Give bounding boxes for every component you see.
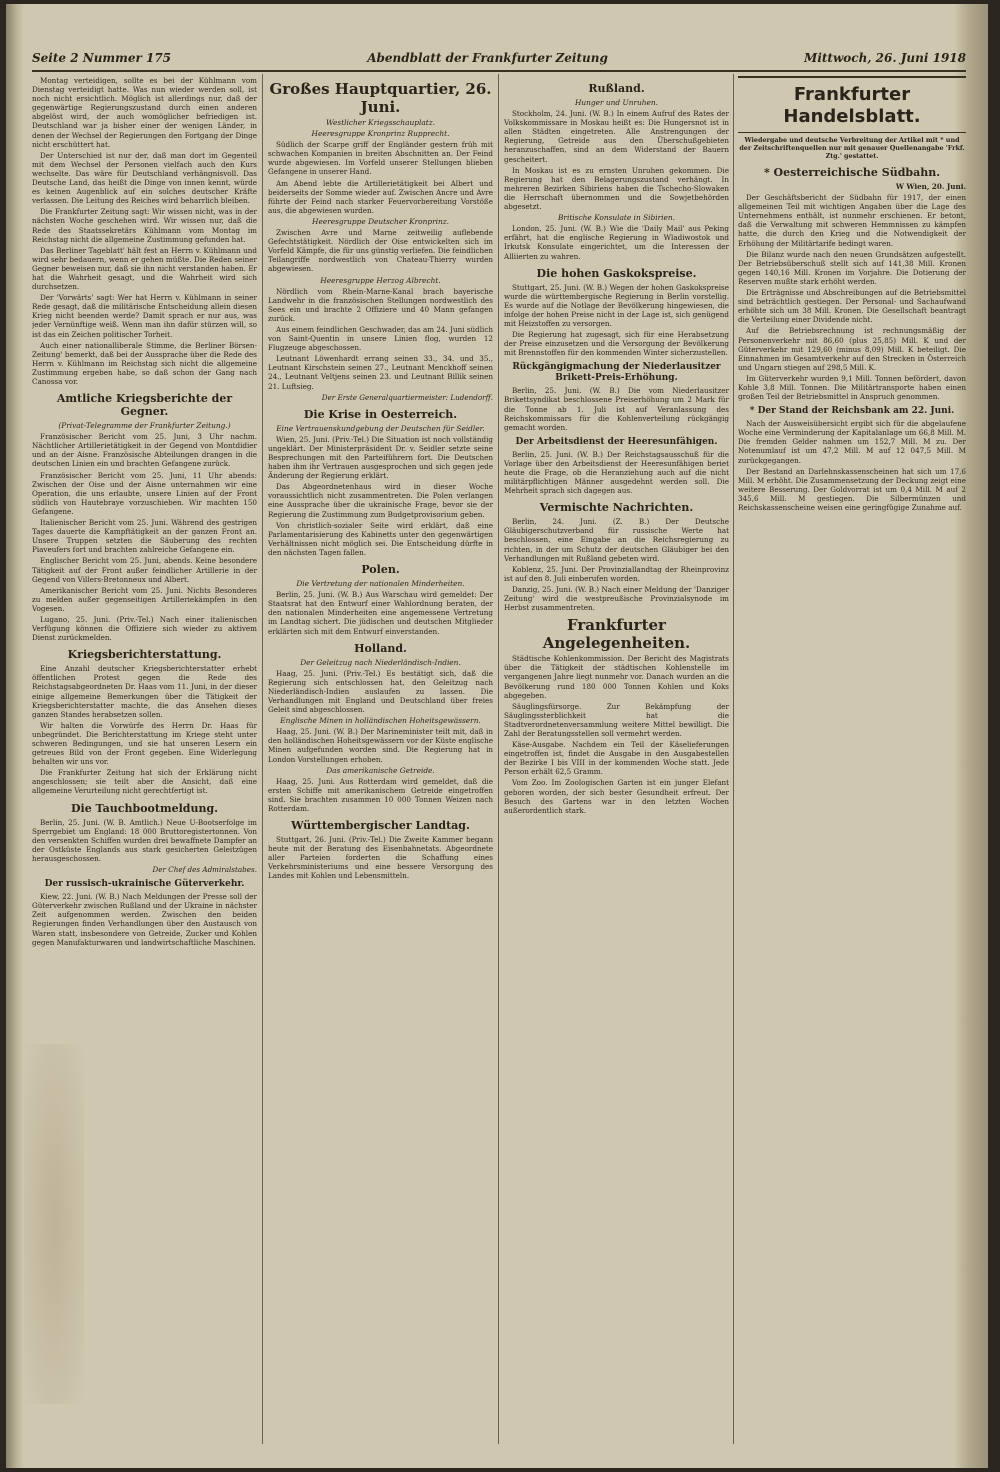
article-paragraph: Berlin, 25. Juni. (W. B. Amtlich.) Neue U-Bootserfolge im Sperrgebiet um England: 18 000 Bruttoregistertonnen. Von den versenkten Schiffen wurden drei bewaffnete Dampfer an der Ostküste Englands aus stark gesicherten Geleitzügen herausgeschossen. xyxy=(32,817,257,863)
article-paragraph: Auf die Betriebsrechnung ist rechnungsmäßig der Personenverkehr mit 86,60 (plus 25,85) Mill. K und der Güterverkehr mit 129,60 (minus 8,09) Mill. K beteiligt. Die Einnahmen im Gesamtverkehr auf den Strecken in Österreich und Ungarn stiegen auf 298,5 Mill. K. xyxy=(738,326,966,372)
heading-tauchboot: Die Tauchbootmeldung. xyxy=(71,801,218,815)
subheading-hunger: Hunger und Unruhen. xyxy=(574,98,659,107)
paragraph-group xyxy=(268,287,493,391)
article-paragraph: Haag, 25. Juni. Aus Rotterdam wird gemeldet, daß die ersten Schiffe mit amerikanischem Getreide eingetroffen sind. Sie brachten zusammen 10 000 Tonnen Weizen nach Rotterdam. xyxy=(268,776,493,813)
subheading-holland: Der Geleitzug nach Niederländisch-Indien. xyxy=(300,657,461,667)
article-paragraph: Nördlich vom Rhein-Marne-Kanal brach bayerische Landwehr in die französischen Stellungen nordwestlich des Sees ein und brachte 2 Offiziere und 40 Mann gefangen zurück. xyxy=(268,286,493,323)
article-paragraph: Wien, 25. Juni. (Priv.-Tel.) Die Situation ist noch vollständig ungeklärt. Der Ministerpräsident Dr. v. Seidler setzte seine Besprechungen mit den Parteiführern fort. Die Deutschen haben ihm ihr Vertrauen ausgesprochen und sich gegen jede Änderung der Regierung erklärt. xyxy=(268,434,493,481)
article-paragraph: Amerikanischer Bericht vom 25. Juni. Nichts Besonderes zu melden außer gegenseitigen Artilleriekämpfen in den Vogesen. xyxy=(32,585,257,613)
article-paragraph: Leutnant Löwenhardt errang seinen 33., 34. und 35., Leutnant Kirschstein seinen 27., Leutnant Menckhoff seinen 24., Leutnant Veltjens seinen 23. und Leutnant Billik seinen 21. Luftsieg. xyxy=(268,354,493,391)
article-paragraph: Im Güterverkehr wurden 9,1 Mill. Tonnen befördert, davon Kohle 3,8 Mill. Tonnen. Die Militärtransporte haben einen großen Teil der Betriebsmittel in Anspruch genommen. xyxy=(738,373,966,402)
article-paragraph: Das Berliner Tageblatt' hält fest an Herrn v. Kühlmann und wird sehr bedauern, wenn er gehen müßte. Die Reden seiner Gegner beweisen nur, daß sie ihn nicht verstanden haben. Er hat die Wahrheit gesagt, und die Wahrheit wird sich durchsetzen. xyxy=(32,245,257,292)
paragraph-group xyxy=(504,450,729,495)
paragraph-group xyxy=(268,140,493,215)
paragraph-group xyxy=(268,727,493,763)
handelsblatt-notice: Wiedergabe und deutsche Verbreitung der Artikel mit * und der Zeitschriftenquellen nur mit genauer Quellenangabe 'Frkf. Ztg.' gestattet. xyxy=(739,136,965,160)
heading-reichsbank: * Der Stand der Reichsbank am 22. Juni. xyxy=(749,406,955,417)
paragraph-group xyxy=(268,590,493,635)
article-paragraph: Kiew, 22. Juni. (W. B.) Nach Meldungen der Presse soll der Güterverkehr zwischen Rußland und der Ukraine in nächster Zeit aufgenommen werden. Zwischen den beiden Regierungen finden Verhandlungen über den Austausch von Waren statt, insbesondere von Getreide, Zucker und Kohlen gegen Manufakturwaren und landwirtschaftliche Maschinen. xyxy=(32,892,257,947)
subheading-rupprecht: Heeresgruppe Kronprinz Rupprecht. xyxy=(311,129,450,139)
subheading-polen: Die Vertretung der nationalen Minderheiten. xyxy=(296,579,465,589)
page-edge-left xyxy=(6,4,24,1468)
article-paragraph: Berlin, 25. Juni. (W. B.) Aus Warschau wird gemeldet: Der Staatsrat hat den Entwurf einer Wahlordnung beraten, der den nationalen Minderheiten eine angemessene Vertretung im Landtag sichert. Die jüdischen und deutschen Mitglieder erklärten sich mit dem Entwurf einverstanden. xyxy=(268,590,493,636)
running-header xyxy=(32,48,966,68)
article-paragraph: Zwischen Avre und Marne zeitweilig auflebende Gefechtstätigkeit. Nördlich der Oise entwickelten sich im Vorfeld Kämpfe, die für uns günstig verliefen. Die feindlichen Teilangriffe nordwestlich von Chateau-Thierry wurden abgewiesen. xyxy=(268,228,493,274)
heading-gaskoks: Die hohen Gaskokspreise. xyxy=(536,266,697,280)
paragraph-group xyxy=(504,386,729,431)
paragraph-group xyxy=(738,419,966,512)
article-paragraph: Haag, 25. Juni. (Priv.-Tel.) Es bestätigt sich, daß die Regierung sich entschlossen hat, den Geleitzug nach Niederländisch-Indien auslaufen zu lassen. Die Verhandlungen mit England und Deutschland über freies Geleit sind abgeschlossen. xyxy=(268,668,493,715)
article-paragraph: Berlin, 25. Juni. (W. B.) Die vom Niederlausitzer Brikettsyndikat beschlossene Preiserhöhung um 2 Mark für die Tonne ab 1. Juli ist auf Veranlassung des Reichskommissars für die Kohlenverteilung rückgängig gemacht worden. xyxy=(504,386,729,432)
article-paragraph: Danzig, 25. Juni. (W. B.) Nach einer Meldung der 'Danziger Zeitung' wird die westpreußische Provinzialsynode im Herbst zusammentreten. xyxy=(504,584,729,613)
heading-gueterverkehr: Der russisch-ukrainische Güterverkehr. xyxy=(44,879,245,890)
article-paragraph: Von christlich-sozialer Seite wird erklärt, daß eine Parlamentarisierung des Kabinetts unter den gegenwärtigen Verhältnissen nicht möglich sei. Die Entscheidung dürfte in den nächsten Tagen fallen. xyxy=(268,520,493,557)
article-paragraph: Die Frankfurter Zeitung hat sich der Erklärung nicht angeschlossen; sie teilt aber die Ansicht, daß eine allgemeine Verurteilung nicht gerechtfertigt ist. xyxy=(32,768,257,796)
paragraph-group xyxy=(504,654,729,815)
article-paragraph: Der Unterschied ist nur der, daß man dort im Gegenteil mit dem Wechsel der Personen vielfach auch den Kurs wechselte. Das wäre für Deutschland verhängnisvoll. Das Deutsche Land, das heißt die Dinge von innen kennt, würde es keinen Augenblick auf ein solches deutscher Kräfte verlassen. Die Leitung des Reiches wird beharrlich bleiben. xyxy=(32,150,257,206)
handelsblatt-title: Frankfurter Handelsblatt. xyxy=(738,76,966,133)
column-2 xyxy=(268,76,493,1436)
article-paragraph: Aus einem feindlichen Geschwader, das am 24. Juni südlich von Saint-Quentin in unsere Linien flog, wurden 12 Flugzeuge abgeschossen. xyxy=(268,324,493,353)
header-rule xyxy=(32,70,966,72)
article-paragraph: Französischer Bericht vom 25. Juni, 3 Uhr nachm. Nächtlicher Artillerietätigkeit in der Gegend von Montdidier und an der Aisne. Französische Abteilungen drangen in die deutschen Linien ein und brachten Gefangene zurück. xyxy=(32,432,257,469)
heading-krise: Die Krise in Oesterreich. xyxy=(303,407,458,421)
article-paragraph: In Moskau ist es zu ernsten Unruhen gekommen. Die Regierung hat den Belagerungszustand verhängt. In mehreren Bezirken Sibiriens haben die Tschecho-Slowaken die Herrschaft übernommen und die Sowjetbehörden abgesetzt. xyxy=(504,165,729,212)
heading-hauptquartier: Großes Hauptquartier, 26. Juni. xyxy=(269,80,492,116)
article-paragraph: Haag, 25. Juni. (W. B.) Der Marineminister teilt mit, daß in den holländischen Hoheitsgewässern vor der Küste englische Minen aufgefunden worden sind. Die Regierung hat in London Vorstellungen erhoben. xyxy=(268,727,493,764)
signature-admiralstab: Der Chef des Admiralstabes. xyxy=(152,865,257,875)
paragraph-group xyxy=(268,777,493,813)
article-paragraph: London, 25. Juni. (W. B.) Wie die 'Daily Mail' aus Peking erfährt, hat die englische Regierung in Wladiwostok und Irkutsk Konsulate eingerichtet, um die Interessen der Alliierten zu wahren. xyxy=(504,224,729,261)
heading-russland: Rußland. xyxy=(588,82,645,95)
paragraph-group xyxy=(32,892,257,947)
article-paragraph: Die Regierung hat zugesagt, sich für eine Herabsetzung der Preise einzusetzen und die Versorgung der Bevölkerung mit Brennstoffen für den kommenden Winter sicherzustellen. xyxy=(504,330,729,358)
heading-brikett: Rückgängigmachung der Niederlausitzer Brikett-Preis-Erhöhung. xyxy=(512,362,721,384)
article-paragraph: Der 'Vorwärts' sagt: Wer hat Herrn v. Kühlmann in seiner Rede gesagt, daß die militärische Entscheidung allein diesen Krieg nicht beenden werde? Damit sprach er nur aus, was jeder Vernünftige weiß. Wenn man ihn dafür stürzen will, so ist das ein Zeichen politischer Torheit. xyxy=(32,293,257,339)
article-paragraph: Städtische Kohlenkommission. Der Bericht des Magistrats über die Tätigkeit der städtischen Kohlenstelle im vergangenen Jahre liegt nunmehr vor. Danach wurden an die Bevölkerung rund 180 000 Tonnen Kohlen und Koks abgegeben. xyxy=(504,654,729,700)
article-paragraph: Der Bestand an Darlehnskassenscheinen hat sich um 17,6 Mill. M erhöht. Die Zusammensetzung der Deckung zeigt eine weitere Besserung. Der Goldvorrat ist um 0,4 Mill. M auf 2 345,6 Mill. M gestiegen. Die Silbermünzen und Reichskassenscheine weisen eine geringfügige Zunahme auf. xyxy=(738,466,966,512)
paragraph-group xyxy=(504,109,729,211)
paragraph-group xyxy=(32,664,257,795)
signature-ludendorff: Der Erste Generalquartiermeister: Ludendorff. xyxy=(321,392,493,402)
paragraph-group xyxy=(504,517,729,612)
article-paragraph: Berlin, 24. Juni. (Z. B.) Der Deutsche Gläubigerschutzverband für russische Werte hat beschlossen, eine Eingabe an die Reichsregierung zu richten, in der um Schutz der deutschen Gläubiger bei den Verhandlungen mit Rußland gebeten wird. xyxy=(504,517,729,563)
dateline-wien: W Wien, 20. Juni. xyxy=(895,182,966,191)
column-rule xyxy=(733,74,734,1444)
subheading-gegner: (Privat-Telegramme der Frankfurter Zeitung.) xyxy=(58,421,231,431)
article-paragraph: Stuttgart, 26. Juni. (Priv.-Tel.) Die Zweite Kammer begann heute mit der Beratung des Eisenbahnetats. Abgeordnete aller Parteien forderten die Schaffung eines Verkehrsministeriums und eine bessere Versorgung des Landes mit Kohlen und Lebensmitteln. xyxy=(268,835,493,881)
article-paragraph: Am Abend lebte die Artillerietätigkeit bei Albert und beiderseits der Somme wieder auf. Zwischen Ancre und Avre führte der Feind nach starker Feuervorbereitung Vorstöße aus, die abgewiesen wurden. xyxy=(268,178,493,215)
heading-gegner: Amtliche Kriegsberichte der Gegner. xyxy=(56,392,233,419)
header-date: Mittwoch, 26. Juni 1918 xyxy=(804,51,966,65)
paragraph-group xyxy=(32,76,257,386)
paragraph-group xyxy=(32,818,257,863)
paragraph-group xyxy=(268,669,493,714)
article-paragraph: Lugano, 25. Juni. (Priv.-Tel.) Nach einer italienischen Verfügung können die Offiziere sich wieder zu aktivem Dienst zurückmelden. xyxy=(32,614,257,643)
heading-vermischtes: Vermischte Nachrichten. xyxy=(539,501,694,515)
heading-wuerttemberg: Württembergischer Landtag. xyxy=(291,819,470,833)
heading-suedbahn: * Oesterreichische Südbahn. xyxy=(763,166,941,179)
article-paragraph: Säuglingsfürsorge. Zur Bekämpfung der Säuglingssterblichkeit hat die Stadtverordnetenversammlung weitere Mittel bewilligt. Die Zahl der Beratungsstellen soll vermehrt werden. xyxy=(504,701,729,738)
article-paragraph: Englischer Bericht vom 25. Juni, abends. Keine besondere Tätigkeit auf der Front außer feindlicher Artillerie in der Gegend von Villers-Bretonneux und Albert. xyxy=(32,556,257,584)
subheading-sibirien: Britische Konsulate in Sibirien. xyxy=(558,213,675,223)
heading-arbeitsdienst: Der Arbeitsdienst der Heeresunfähigen. xyxy=(515,436,718,447)
paragraph-group xyxy=(268,228,493,273)
article-paragraph: Montag verteidigen, sollte es bei der Kühlmann vom Dienstag verteidigt hatte. Was nun wieder werden soll, ist noch nicht ersichtlich. Möglich ist allerdings nur, daß der gegenwärtige Regierungszustand durch einen anderen abgelöst wird, der auch womöglicher befriedigen ist. Deutschland war ja bisher einer der wenigen Länder, in denen der Wechsel der Regierungen den Fortgang der Dinge nicht erschüttert hat. xyxy=(32,76,257,149)
article-paragraph: Die Erträgnisse und Abschreibungen auf die Betriebsmittel sind beträchtlich gestiegen. Der Personal- und Sachaufwand erhöhte sich um 38 Mill. Kronen. Die Gesellschaft beantragt die Verteilung einer Dividende nicht. xyxy=(738,288,966,325)
paragraph-group xyxy=(504,224,729,260)
article-paragraph: Südlich der Scarpe griff der Engländer gestern früh mit schwachen Kompanien in breiten Abschnitten an. Der Feind wurde abgewiesen. Im Vorfeld unserer Stellungen blieben Gefangene in unserer Hand. xyxy=(268,140,493,177)
article-paragraph: Käse-Ausgabe. Nachdem ein Teil der Käselieferungen eingetroffen ist, findet die Ausgabe in den Ausgabestellen der Bezirke I bis VIII in der kommenden Woche statt. Jede Person erhält 62,5 Gramm. xyxy=(504,740,729,777)
article-paragraph: Das Abgeordnetenhaus wird in dieser Woche voraussichtlich nicht zusammentreten. Die Polen verlangen eine Aussprache über die ukrainische Frage, bevor sie der Regierung die Zustimmung zum Budgetprovisorium geben. xyxy=(268,482,493,519)
article-paragraph: Stuttgart, 25. Juni. (W. B.) Wegen der hohen Gaskokspreise wurde die württembergische Regierung in Berlin vorstellig. Es wurde auf die Notlage der Bevölkerung hingewiesen, die infolge der hohen Preise nicht in der Lage ist, sich genügend mit Heizstoffen zu versorgen. xyxy=(504,282,729,328)
paragraph-group xyxy=(738,193,966,401)
newspaper-page xyxy=(6,4,988,1468)
column-3 xyxy=(504,76,729,1436)
article-paragraph: Der Geschäftsbericht der Südbahn für 1917, der einen allgemeinen Teil mit wichtigen Angaben über die Lage des Unternehmens enthält, ist nunmehr erschienen. Er betont, daß die Verwaltung mit schweren Hemmnissen zu kämpfen hatte, die durch den Krieg und die Notwendigkeit der Erhöhung der Militärtarife bedingt waren. xyxy=(738,193,966,248)
paragraph-group xyxy=(268,435,493,557)
subheading-westlich: Westlicher Kriegsschauplatz. xyxy=(326,118,435,127)
heading-polen: Polen. xyxy=(361,563,400,577)
heading-holland: Holland. xyxy=(354,641,407,655)
subheading-minen: Englische Minen in holländischen Hoheitsgewässern. xyxy=(280,716,481,726)
article-paragraph: Französischer Bericht vom 25. Juni, 11 Uhr abends: Zwischen der Oise und der Aisne unternahmen wir eine Operation, die uns erlaubte, unsere Linien auf der Front südlich von Hautebraye vorzuschieben. Wir machten 150 Gefangene. xyxy=(32,470,257,516)
article-paragraph: Koblenz, 25. Juni. Der Provinziallandtag der Rheinprovinz ist auf den 8. Juli einberufen worden. xyxy=(504,564,729,583)
column-4 xyxy=(738,76,966,1436)
column-rule xyxy=(262,74,263,1444)
subheading-albrecht: Heeresgruppe Herzog Albrecht. xyxy=(320,275,441,285)
article-paragraph: Die Bilanz wurde nach den neuen Grundsätzen aufgestellt. Der Betriebsüberschuß stellt sich auf 141,38 Mill. Kronen gegen 140,16 Mill. Kronen im Vorjahre. Die Dotierung der Reserven mußte stark erhöht werden. xyxy=(738,249,966,286)
article-paragraph: Auch einer nationalliberale Stimme, die Berliner Börsen-Zeitung' bemerkt, daß bei der Aussprache über die Rede des Herrn v. Kühlmann im Reichstag sich nicht die allgemeine Zustimmung ergeben habe, so daß schon der Gang nach Canossa vor. xyxy=(32,340,257,386)
article-paragraph: Vom Zoo. Im Zoologischen Garten ist ein junger Elefant geboren worden, der sich bester Gesundheit erfreut. Der Besuch des Gartens war in den letzten Wochen außerordentlich stark. xyxy=(504,778,729,815)
heading-frankfurt: Frankfurter Angelegenheiten. xyxy=(542,616,691,653)
article-paragraph: Eine Anzahl deutscher Kriegsberichterstatter erhebt öffentlichen Protest gegen die Rede des Reichstagsabgeordneten Dr. Haas vom 11. Juni, in der dieser einige allgemeine Bemerkungen über die Tätigkeit der Kriegsberichterstatter machte, die das Ansehen dieses ganzen Standes herabsetzen sollen. xyxy=(32,664,257,719)
subheading-kronprinz: Heeresgruppe Deutscher Kronprinz. xyxy=(312,216,449,226)
article-paragraph: Italienischer Bericht vom 25. Juni. Während des gestrigen Tages dauerte die Kampftätigkeit an der ganzen Front an. Unsere Truppen setzten die Säuberung des rechten Piaveufers fort und brachten zahlreiche Gefangene ein. xyxy=(32,518,257,555)
column-1 xyxy=(32,76,257,1436)
paragraph-group xyxy=(32,432,257,642)
header-page-number: Seite 2 Nummer 175 xyxy=(32,51,172,65)
article-paragraph: Berlin, 25. Juni. (W. B.) Der Reichstagsausschuß für die Vorlage über den Arbeitsdienst der Heeresunfähigen beriet heute die Frage, ob die Heranziehung auch auf die nicht militärpflichtigen Männer ausgedehnt werden soll. Die Mehrheit sprach sich dagegen aus. xyxy=(504,449,729,496)
article-paragraph: Stockholm, 24. Juni. (W. B.) In einem Aufruf des Rates der Volkskommissare in Moskau heißt es: Die Hungersnot ist in allen Städten eingetreten. Alle Anstrengungen der Regierung, Getreide aus den Überschußgebieten heranzuschaffen, sind an dem Widerstand der Bauern gescheitert. xyxy=(504,109,729,164)
subheading-getreide: Das amerikanische Getreide. xyxy=(326,765,435,775)
heading-kriegsberichterstattung: Kriegsberichterstattung. xyxy=(67,648,222,662)
article-paragraph: Die Frankfurter Zeitung sagt: Wir wissen nicht, was in der nächsten Woche geschehen wird. Wir wissen nur, daß die Rede des Staatssekretärs Kühlmann vom Montag im Reichstag nicht die allgemeine Zustimmung gefunden hat. xyxy=(32,207,257,244)
subheading-krise: Eine Vertrauenskundgebung der Deutschen für Seidler. xyxy=(276,423,485,433)
paragraph-group xyxy=(504,283,729,358)
paragraph-group xyxy=(268,835,493,880)
column-rule xyxy=(498,74,499,1444)
article-paragraph: Wir halten die Vorwürfe des Herrn Dr. Haas für unbegründet. Die Berichterstattung im Kriege steht unter schweren Bedingungen, und sie hat unseren Lesern ein getreues Bild von der Front gegeben. Eine Widerlegung behalten wir uns vor. xyxy=(32,720,257,767)
header-masthead: Abendblatt der Frankfurter Zeitung xyxy=(367,51,608,65)
article-paragraph: Nach der Ausweisübersicht ergibt sich für die abgelaufene Woche eine Verminderung der Kapitalanlage um 66,8 Mill. M. Die fremden Gelder nahmen um 152,7 Mill. M zu. Der Notenumlauf ist um 47,2 Mill. M auf 12 047,5 Mill. M zurückgegangen. xyxy=(738,419,966,465)
